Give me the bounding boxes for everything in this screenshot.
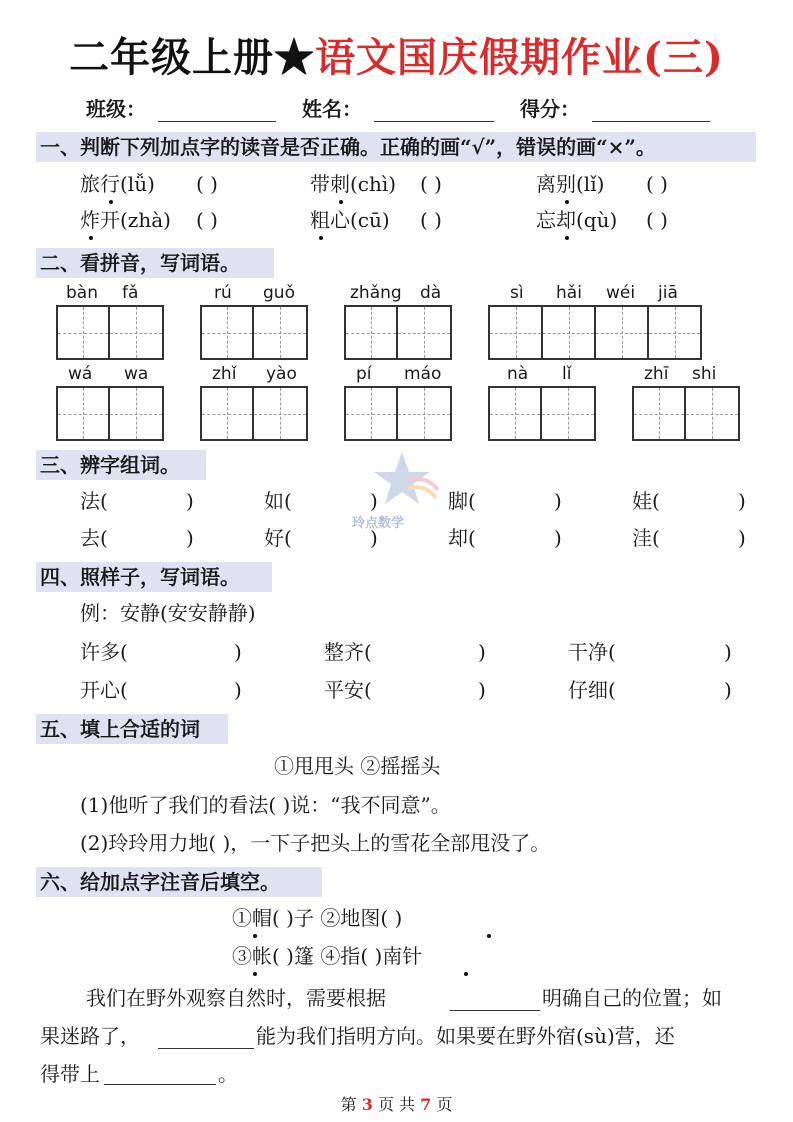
s4-example: 例：安静(安安静静) [80,601,256,625]
pinyin: guǒ [263,283,295,303]
s3-char: 脚( [448,489,476,513]
s4-close: ) [478,678,486,702]
s3-close: ) [186,526,194,550]
s1-item: 炸开(zhà) [80,208,171,232]
pinyin: dà [420,283,442,303]
writing-grid[interactable] [488,386,596,441]
s6-line-1: ①帽( )子 ②地图( ) [232,906,403,930]
pinyin: hǎi [556,283,582,303]
watermark-text: 玲点数学 [352,516,405,531]
pinyin: bàn [66,283,98,303]
s3-close: ) [738,489,746,513]
pinyin: fǎ [122,283,139,303]
writing-grid[interactable] [56,386,164,441]
s1-answer[interactable]: ( ) [420,208,442,232]
s3-close: ) [738,526,746,550]
emphasis-dot [464,972,468,976]
name-label: 姓名： [302,97,362,121]
writing-grid[interactable] [200,386,308,441]
s1-answer[interactable]: ( ) [196,208,218,232]
s4-close: ) [724,678,732,702]
s4-close: ) [478,640,486,664]
emphasis-dot [253,972,257,976]
score-field[interactable] [592,121,710,122]
s4-word: 开心( [80,678,128,702]
page-footer: 第 3 页 共 7 页 [340,1095,453,1114]
section-2-heading: 二、看拼音，写词语。 [40,251,240,275]
pinyin: wéi [606,283,636,303]
s5-question-1: (1)他听了我们的看法( )说：“我不同意”。 [80,793,451,817]
pinyin: shi [692,364,717,384]
s6-blank-2[interactable] [158,1048,254,1049]
s3-char: 娃( [632,489,660,513]
s3-char: 好( [264,526,292,550]
s6-para-text: 我们在野外观察自然时，需要根据 [86,986,386,1010]
s4-close: ) [234,640,242,664]
section-1-heading: 一、判断下列加点字的读音是否正确。正确的画“√”，错误的画“×”。 [40,135,656,159]
class-label: 班级： [86,97,146,121]
s3-close: ) [554,489,562,513]
s3-close: ) [370,526,378,550]
s3-close: ) [554,526,562,550]
s4-close: ) [724,640,732,664]
s6-line-2: ③帐( )篷 ④指( )南针 [232,944,423,968]
s1-item: 离别(lǐ) [536,172,605,196]
s1-answer[interactable]: ( ) [646,172,668,196]
s4-word: 干净( [568,640,616,664]
s3-close: ) [186,489,194,513]
s6-para-text: 。 [218,1062,238,1086]
emphasis-dot [89,236,93,240]
name-field[interactable] [374,121,494,122]
pinyin: zhī [644,364,669,384]
section-5-heading: 五、填上合适的词 [40,717,200,741]
emphasis-dot [109,200,113,204]
pinyin: wá [68,364,93,384]
pinyin: máo [404,364,442,384]
s1-answer[interactable]: ( ) [420,172,442,196]
s4-word: 整齐( [324,640,372,664]
current-page: 3 [361,1095,373,1114]
title-subject: 语文国庆假期作业(三) [315,34,724,81]
pinyin: sì [510,283,524,303]
s6-para-text: 明确自己的位置；如 [542,986,722,1010]
pinyin: pí [356,364,372,384]
writing-grid[interactable] [344,305,452,360]
pinyin: nà [507,364,529,384]
section-6-heading: 六、给加点字注音后填空。 [40,870,280,894]
s3-char: 却( [448,526,476,550]
writing-grid[interactable] [344,386,452,441]
s3-close: ) [370,489,378,513]
s4-close: ) [234,678,242,702]
emphasis-dot [319,236,323,240]
s1-item: 旅行(lǚ) [80,172,155,196]
s1-item: 忘却(qù) [536,208,618,232]
s1-answer[interactable]: ( ) [646,208,668,232]
total-pages: 7 [420,1095,432,1114]
pinyin: zhǎng [350,283,402,303]
s5-question-2: (2)玲玲用力地( )，一下子把头上的雪花全部甩没了。 [80,831,551,855]
writing-grid[interactable] [56,305,164,360]
pinyin: wa [124,364,149,384]
class-field[interactable] [158,121,276,122]
s1-answer[interactable]: ( ) [196,172,218,196]
s6-para-text: 得带上 [40,1062,100,1086]
s3-char: 如( [264,489,292,513]
s5-options: ①甩甩头 ②摇摇头 [274,754,441,778]
s3-char: 去( [80,526,108,550]
writing-grid[interactable] [200,305,308,360]
score-label: 得分： [520,97,580,121]
title-grade: 二年级上册★ [69,34,316,81]
section-3-heading: 三、辨字组词。 [40,453,180,477]
s3-char: 法( [80,489,108,513]
emphasis-dot [487,934,491,938]
s4-word: 仔细( [568,678,616,702]
pinyin: rú [214,283,232,303]
page-title [0,30,793,86]
s4-word: 许多( [80,640,128,664]
s6-blank-3[interactable] [104,1084,216,1085]
s1-item: 粗心(cū) [310,208,390,232]
emphasis-dot [565,236,569,240]
emphasis-dot [253,934,257,938]
s6-para-text: 果迷路了， [40,1024,140,1048]
s6-blank-1[interactable] [450,1010,540,1011]
pinyin: zhǐ [212,364,237,384]
s1-item: 带刺(chì) [310,172,397,196]
pinyin: yào [266,364,297,384]
s4-word: 平安( [324,678,372,702]
pinyin: jiā [658,283,678,303]
writing-grid[interactable] [488,305,702,360]
emphasis-dot [339,200,343,204]
s3-char: 洼( [632,526,660,550]
emphasis-dot [565,200,569,204]
s6-para-text: 能为我们指明方向。如果要在野外宿(sù)营，还 [256,1024,675,1048]
section-4-heading: 四、照样子，写词语。 [40,565,240,589]
writing-grid[interactable] [632,386,740,441]
pinyin: lǐ [562,364,572,384]
